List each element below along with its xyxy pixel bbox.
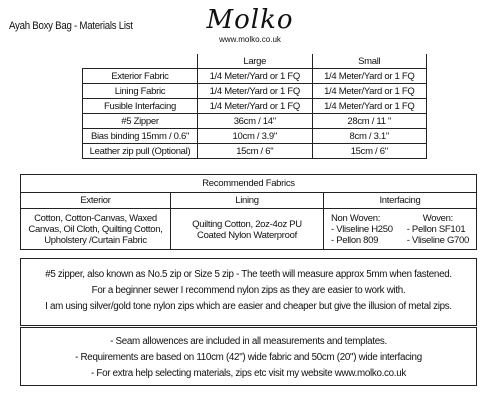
non-woven-line: - Pellon 809 [331,235,379,246]
brand-logo: Molko [206,5,294,35]
document-title: Ayah Boxy Bag - Materials List [9,20,133,32]
exterior-column [21,193,171,250]
cell-large: 15cm / 6" [198,144,313,159]
row-label: Fusible Interfacing [83,99,198,114]
zipper-note-box [20,258,477,326]
info-note-line: - Seam allowences are included in all measurements and templates. [110,336,387,347]
materials-table [82,54,427,159]
table-row [83,144,427,159]
materials-col-large: Large [198,54,313,69]
row-label: #5 Zipper [83,114,198,129]
non-woven-group [331,213,393,246]
cell-large: 1/4 Meter/Yard or 1 FQ [198,99,313,114]
cell-small: 15cm / 6" [312,144,427,159]
interfacing-heading: Interfacing [324,193,476,209]
table-row [83,129,427,144]
cell-small: 1/4 Meter/Yard or 1 FQ [312,69,427,84]
exterior-list [21,209,170,246]
zipper-note-line: #5 zipper, also known as No.5 zip or Size 5 zip - The teeth will measure approx 5mm when fastened. [45,269,452,280]
brand-url: www.molko.co.uk [219,35,281,44]
woven-group [407,213,469,246]
woven-line: Woven: [422,213,453,224]
table-row [83,99,427,114]
materials-col-small: Small [312,54,427,69]
exterior-line: Cotton, Cotton-Canvas, Waxed [34,213,157,224]
table-row [83,69,427,84]
row-label: Leather zip pull (Optional) [83,144,198,159]
lining-line: Quilting Cotton, 2oz-4oz PU [192,219,302,230]
info-note-box [20,327,477,386]
cell-small: 1/4 Meter/Yard or 1 FQ [312,99,427,114]
row-label: Bias binding 15mm / 0.6" [83,129,198,144]
brand-header [200,6,300,44]
row-label: Exterior Fabric [83,69,198,84]
zipper-note-line: I am using silver/gold tone nylon zips which are easier and cheaper but give the illusion of metal zips. [45,301,452,312]
interfacing-list [324,209,476,246]
non-woven-line: Non Woven: [331,213,381,224]
materials-header-row [83,54,427,69]
cell-small: 8cm / 3.1" [312,129,427,144]
cell-large: 1/4 Meter/Yard or 1 FQ [198,69,313,84]
cell-large: 1/4 Meter/Yard or 1 FQ [198,84,313,99]
cell-small: 28cm / 11 " [312,114,427,129]
lining-heading: Lining [171,193,323,209]
woven-line: - Vliseline G700 [406,235,469,246]
non-woven-line: - Vliseline H250 [331,224,393,235]
info-note-line: - For extra help selecting materials, zips etc visit my website www.molko.co.uk [91,368,406,379]
recommended-fabrics-box [20,174,477,250]
lining-line: Coated Nylon Waterproof [197,230,297,241]
lining-list [171,209,323,241]
zipper-note-line: For a beginner sewer I recommend nylon zips as they are easier to work with. [91,285,406,296]
fabrics-title: Recommended Fabrics [21,175,476,193]
cell-large: 36cm / 14" [198,114,313,129]
interfacing-column [324,193,476,250]
table-row [83,84,427,99]
row-label: Lining Fabric [83,84,198,99]
exterior-line: Upholstery /Curtain Fabric [44,235,147,246]
cell-large: 10cm / 3.9" [198,129,313,144]
lining-column [171,193,324,250]
cell-small: 1/4 Meter/Yard or 1 FQ [312,84,427,99]
materials-header-blank [83,54,198,69]
exterior-line: Canvas, Oil Cloth, Quilting Cotton, [28,224,163,235]
woven-line: - Pellon SF101 [406,224,466,235]
table-row [83,114,427,129]
info-note-line: - Requirements are based on 110cm (42") wide fabric and 50cm (20") wide interfacing [75,352,422,363]
exterior-heading: Exterior [21,193,170,209]
